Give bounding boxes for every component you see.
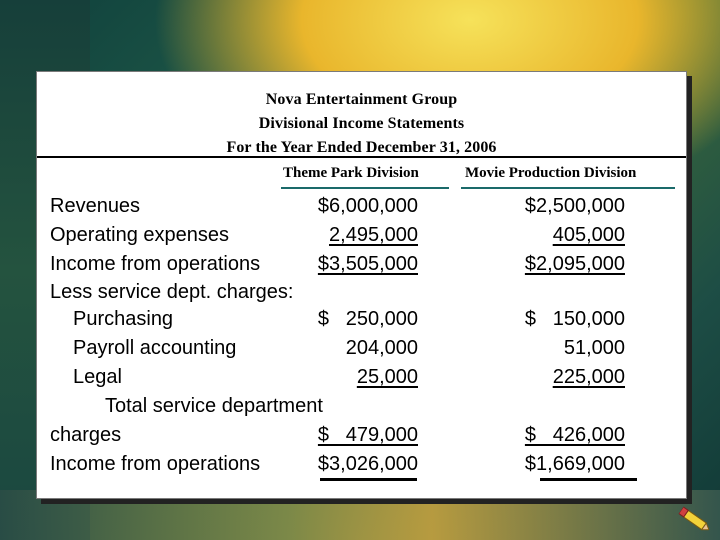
row-label-revenues: Revenues <box>50 195 141 217</box>
value-theme-park-total-charges: $ 479,000 <box>317 424 418 446</box>
value-movie-final-income: $1,669,000 <box>524 453 625 475</box>
value-movie-income-from-operations: $2,095,000 <box>524 253 625 275</box>
column-header-theme-park: Theme Park Division <box>283 165 419 181</box>
row-label-legal: Legal <box>73 366 122 388</box>
row-label-operating-expenses: Operating expenses <box>50 224 230 246</box>
row-label-income-from-operations: Income from operations <box>50 253 261 275</box>
row-label-less-service-charges: Less service dept. charges: <box>50 281 294 303</box>
value-movie-total-charges: $ 426,000 <box>524 424 625 446</box>
value-theme-park-operating-expenses: 2,495,000 <box>329 224 418 246</box>
title-divider <box>37 156 686 158</box>
income-statement-card <box>36 71 687 499</box>
total-rule-theme-park <box>320 478 417 481</box>
row-label-payroll-accounting: Payroll accounting <box>73 337 237 359</box>
row-label-total-service-department: Total service department <box>105 395 323 417</box>
row-label-purchasing: Purchasing <box>73 308 174 330</box>
value-theme-park-income-from-operations: $3,505,000 <box>317 253 418 275</box>
row-label-final-income-from-operations: Income from operations <box>50 453 261 475</box>
value-theme-park-purchasing: $ 250,000 <box>317 308 418 330</box>
column-header-movie-production: Movie Production Division <box>465 165 637 181</box>
value-theme-park-legal: 25,000 <box>356 366 418 388</box>
value-movie-payroll-accounting: 51,000 <box>563 337 625 359</box>
value-movie-operating-expenses: 405,000 <box>552 224 625 246</box>
value-theme-park-final-income: $3,026,000 <box>317 453 418 475</box>
statement-period: For the Year Ended December 31, 2006 <box>226 139 497 156</box>
value-movie-revenues: $2,500,000 <box>524 195 625 217</box>
company-name: Nova Entertainment Group <box>265 91 458 108</box>
value-theme-park-payroll-accounting: 204,000 <box>345 337 418 359</box>
column-rule-movie-production <box>461 187 675 189</box>
statement-name: Divisional Income Statements <box>258 115 465 132</box>
value-theme-park-revenues: $6,000,000 <box>317 195 418 217</box>
total-rule-movie <box>540 478 637 481</box>
value-movie-legal: 225,000 <box>552 366 625 388</box>
row-label-charges: charges <box>50 424 122 446</box>
column-rule-theme-park <box>281 187 449 189</box>
statement-title <box>37 88 686 160</box>
value-movie-purchasing: $ 150,000 <box>524 308 625 330</box>
